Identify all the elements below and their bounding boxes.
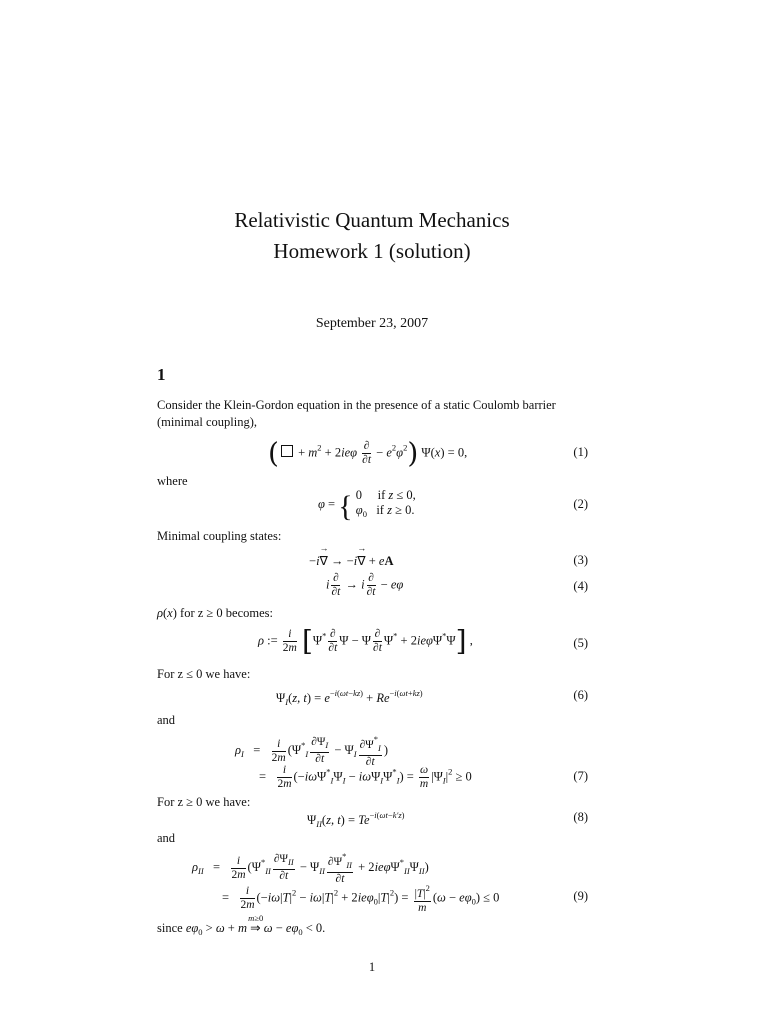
equation-number-6: (6)	[573, 688, 588, 702]
equation-number-9: (9)	[573, 889, 588, 903]
title-line-1: Relativistic Quantum Mechanics	[234, 208, 510, 232]
rho-becomes-label: for z ≥ 0 becomes:	[180, 606, 273, 620]
equation-number-4: (4)	[573, 579, 588, 593]
equation-1: ( + $m^2 + 2ie\varphi$ $\frac{\partial}{\partial t}$ − $e^2\varphi^2$) Ψ(x) = 0,	[268, 436, 468, 470]
equation-9a: $\rho_{II}$ = $\frac{i}{2m}$ ($\Psi^*_{II}$ $\frac{\partial\Psi_{II}}{\partial t}$ − $\Psi_{II}$ $\frac{\partial\Psi^*_{II}}{\partial t}$ + $2ie\varphi\Psi^*_{II}\Psi_{II}$)	[192, 851, 429, 885]
section-heading: 1	[157, 365, 166, 384]
equation-number-3: (3)	[573, 553, 588, 567]
paper-date: September 23, 2007	[315, 316, 429, 331]
minimal-coupling-text: Minimal coupling states:	[157, 529, 282, 543]
where-text: where	[157, 474, 188, 488]
intro-paragraph: Consider the Klein-Gordon equation in the presence of a static Coulomb barrier (minimal coupling),	[157, 398, 556, 429]
equation-number-5: (5)	[573, 636, 588, 650]
equation-6: $\Psi_I(z$, $t) = e^{-i(\omega t-kz)} + Re^{-i(\omega t+kz)}$	[276, 688, 423, 707]
equation-2: φ = { 0 if z ≤ 0, $\varphi_0$ if z ≥ 0.	[318, 488, 416, 523]
page-number: 1	[368, 960, 376, 974]
equation-number-8: (8)	[573, 810, 588, 824]
paper-title	[0, 205, 744, 267]
title-line-2: Homework 1 (solution)	[273, 239, 471, 263]
equation-4: i $\frac{\partial}{\partial t}$ → i $\frac{\partial}{\partial t}$ − eφ	[326, 572, 404, 598]
for-z-le-text: For z ≤ 0 we have:	[157, 667, 251, 681]
since-text: since $e\varphi_0 > \omega + m$ m≥0 ⇒ $\omega - e\varphi_0 < 0$.	[157, 913, 326, 937]
equation-7a: $\rho_I$ = $\frac{i}{2m}$ ($\Psi^*_I$ $\frac{\partial\Psi_I}{\partial t}$ − $\Psi_I$ $\frac{\partial\Psi^*_I}{\partial t}$ )	[235, 734, 389, 768]
and-text-2: and	[157, 831, 176, 845]
equation-5: ρ := $\frac{i}{2m}$ [Ψ* $\frac{\partial}{\partial t}$ Ψ − Ψ $\frac{\partial}{\partial t}$ Ψ* + 2ieφΨ*Ψ] ,	[258, 624, 473, 658]
equation-number-1: (1)	[573, 445, 588, 459]
for-z-ge-text: For z ≥ 0 we have:	[157, 795, 251, 809]
equation-8: $\Psi_{II}(z$, $t) = Te^{-i(\omega t-k'z)}$	[307, 810, 405, 829]
equation-number-7: (7)	[573, 769, 588, 783]
equation-number-2: (2)	[573, 497, 588, 511]
equation-9b: = $\frac{i}{2m}$ $(-i\omega|T|^2 - i\omega|T|^2 + 2ie\varphi_0|T|^2)$ = $\frac{|T|^2}{m}$ $(\omega - e\varphi_0) \le 0$	[222, 883, 500, 914]
rho-becomes-text: ρ(x) for z ≥ 0 becomes:	[157, 606, 273, 620]
equation-7b: = $\frac{i}{2m}$ $(-i\omega\Psi^*_I\Psi_I - i\omega\Psi_I\Psi^*_I)$ = $\frac{\omega}{m}$ $|\Psi_I|^2 \ge 0$	[259, 764, 472, 790]
equation-3: −i→ ∇ → −i→ ∇ + eA	[309, 553, 394, 569]
since-label: since	[157, 921, 183, 935]
and-text-1: and	[157, 713, 176, 727]
